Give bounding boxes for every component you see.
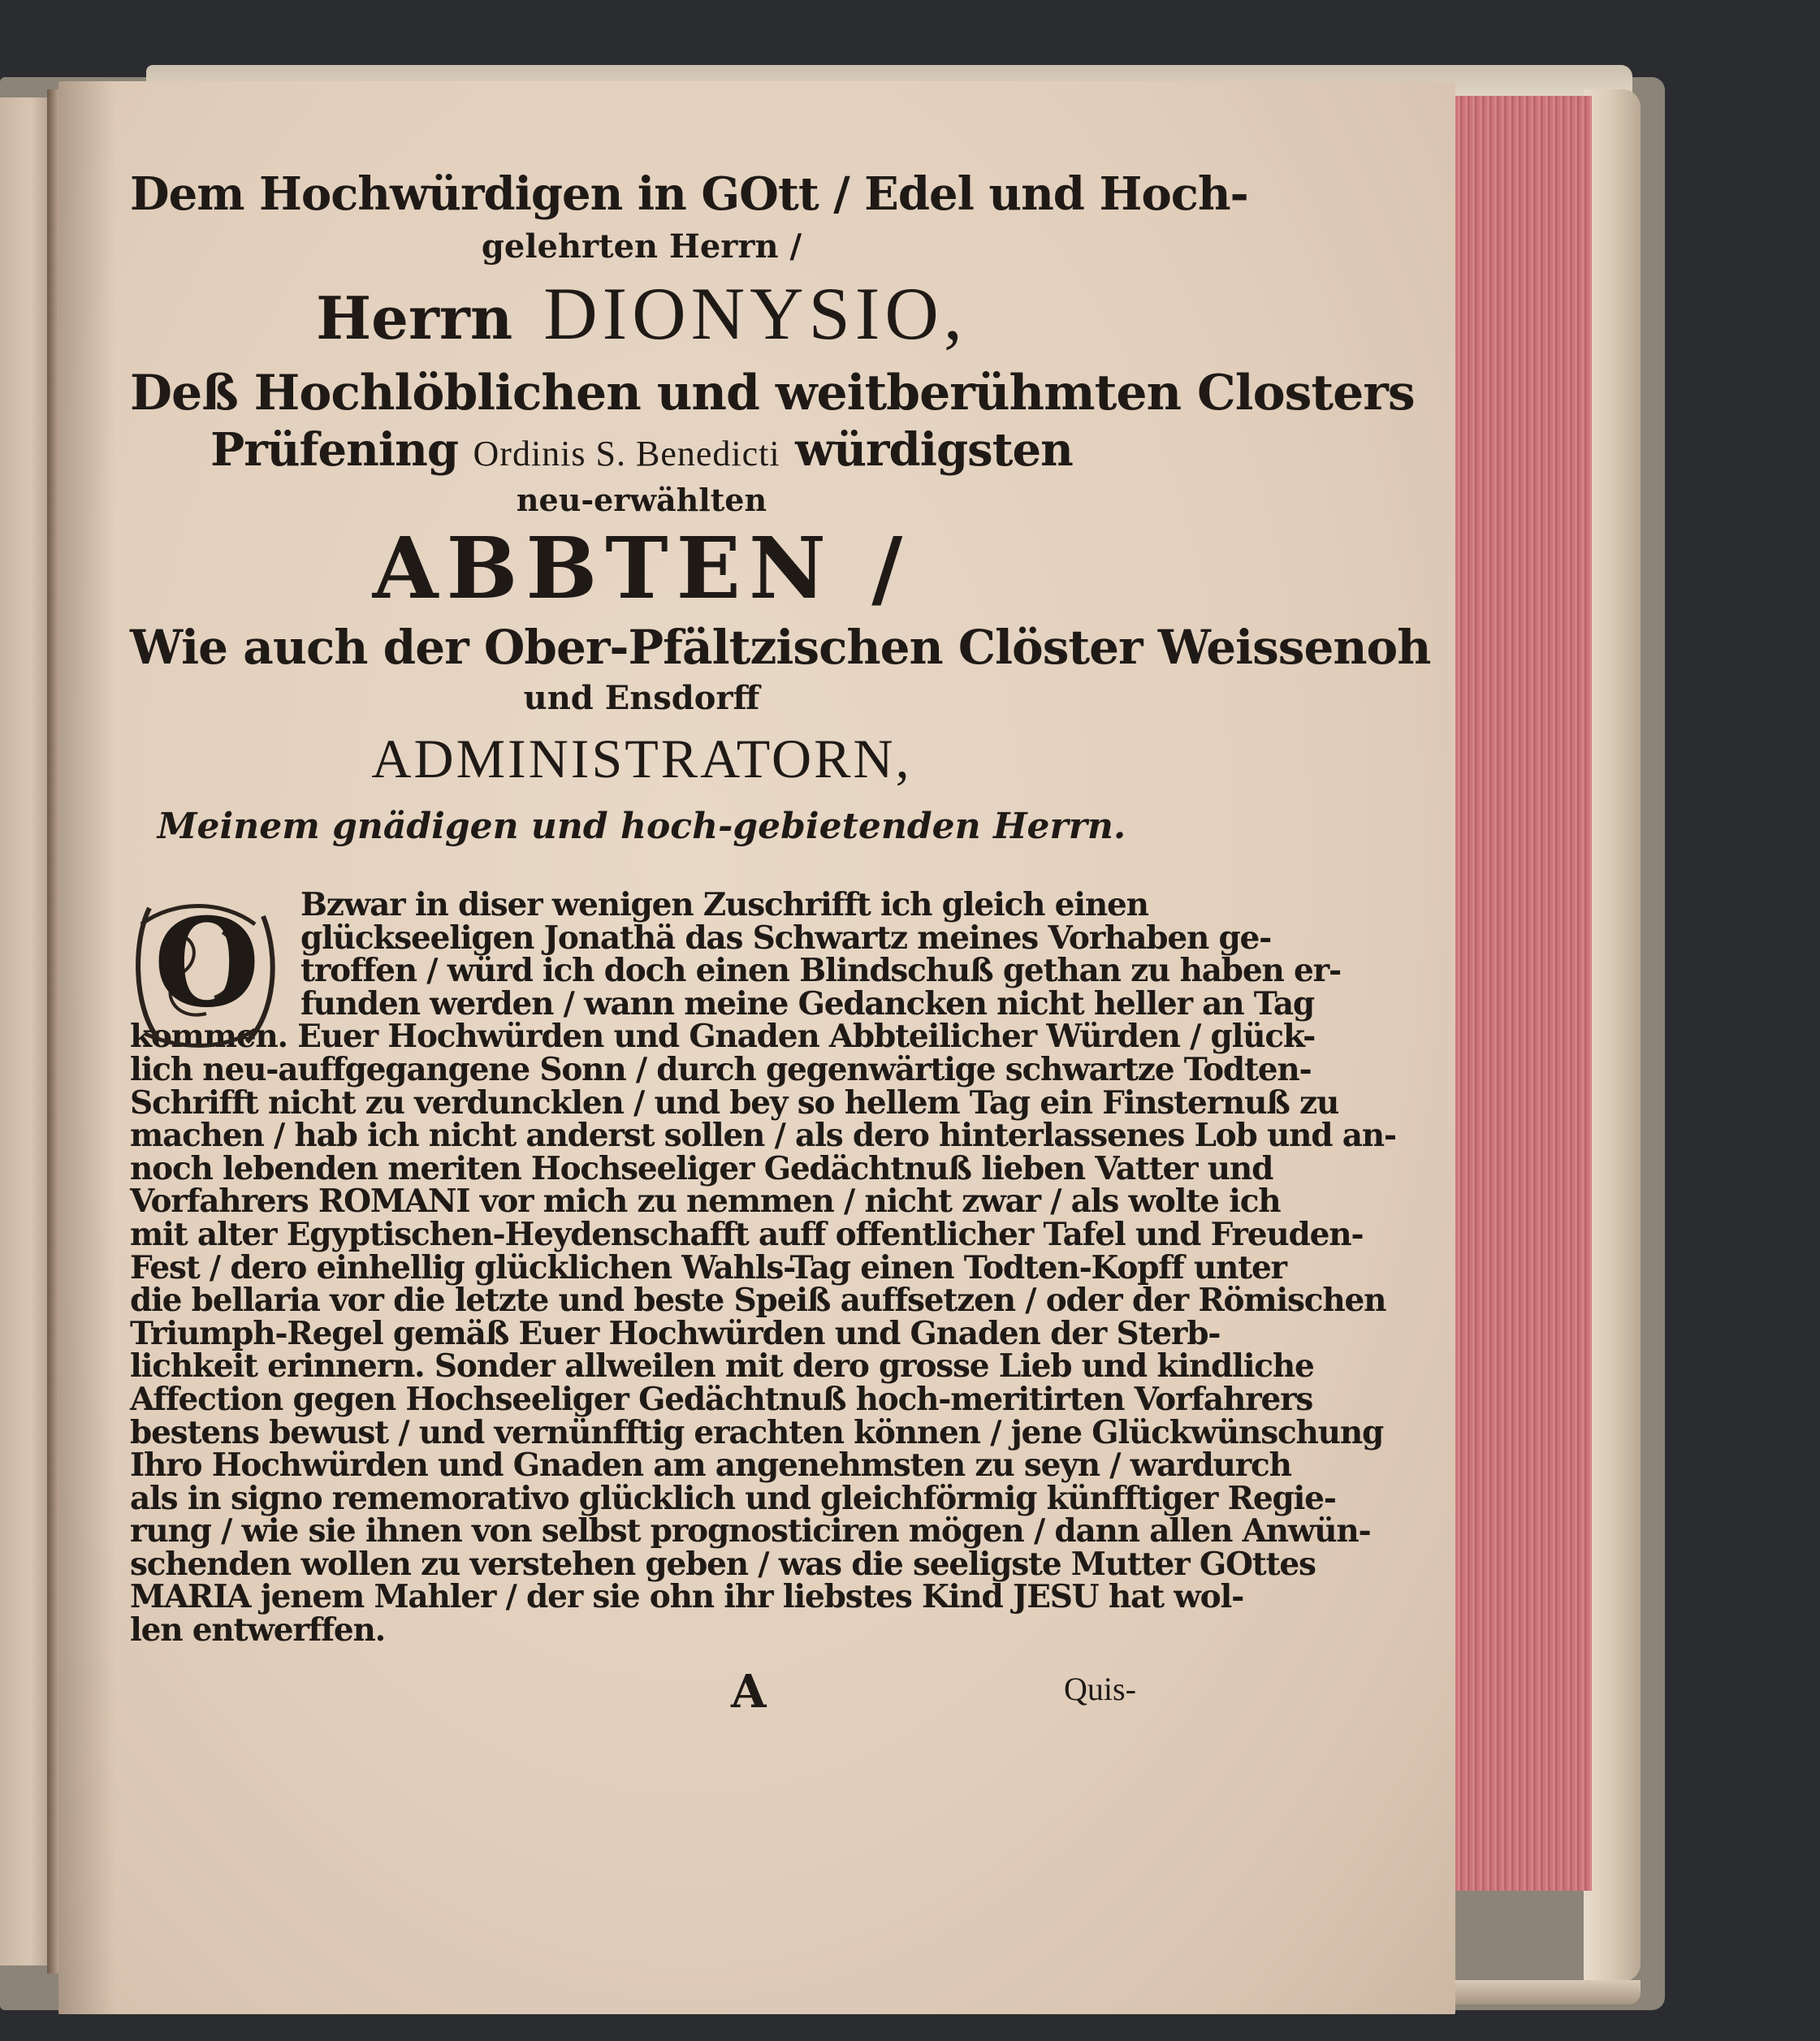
pruefening: Prüfening (210, 423, 459, 477)
red-page-edges (1447, 96, 1592, 1891)
body-line: Triumph-Regel gemäß Euer Hochwürden und Gnaden der Sterb- (130, 1314, 1221, 1352)
dedication-closing: Meinem gnädigen und hoch-gebietenden Herrn. (157, 806, 1126, 847)
catchword: Quis- (1064, 1670, 1136, 1707)
wuerdigsten: würdigsten (795, 423, 1073, 477)
body-line: Fest / dero einhellig glücklichen Wahls-Tag einen Todten-Kopff unter (130, 1248, 1286, 1286)
body-line: Bzwar in diser wenigen Zuschrifft ich gleich einen (300, 886, 1148, 923)
herrn-word: Herrn (316, 283, 513, 352)
administratorn-heading: ADMINISTRATORN, (371, 728, 912, 789)
body-line: rung / wie sie ihnen von selbst prognosticiren mögen / dann allen Anwün- (130, 1512, 1371, 1550)
dedication-line-6: neu-erwählten (516, 482, 767, 518)
page-footer (130, 1664, 1153, 1719)
dropcap-letter: O (153, 892, 259, 1035)
dedication-line-2: gelehrten Herrn / (481, 227, 802, 266)
body-line: Schrifft nicht zu verduncklen / und bey so hellem Tag ein Finsternuß zu (130, 1083, 1339, 1122)
body-line: Ihro Hochwürden und Gnaden am angenehmsten zu seyn / wardurch (130, 1446, 1291, 1485)
body-line: funden werden / wann meine Gedancken nicht heller an Tag (300, 984, 1315, 1023)
body-line: mit alter Egyptischen-Heydenschafft auff offentlicher Tafel und Freuden- (130, 1215, 1364, 1253)
dedication-line-5 (130, 423, 1153, 481)
signature-mark: A (731, 1664, 767, 1719)
body-line: len entwerffen. (130, 1611, 385, 1650)
cover-fore-edge (1584, 89, 1641, 1982)
abbten-heading: ABBTEN / (372, 518, 911, 618)
body-line: die bellaria vor die letzte und beste Speiß auffsetzen / oder der Römischen (130, 1282, 1386, 1320)
body-line: glückseeligen Jonathä das Schwartz meines Vorhaben ge- (300, 919, 1272, 957)
body-line: troffen / würd ich doch einen Blindschuß gethan zu haben er- (300, 952, 1341, 990)
body-line: Affection gegen Hochseeliger Gedächtnuß hoch-meritirten Vorfahrers (130, 1380, 1313, 1418)
dedication-line-4: Deß Hochlöblichen und weitberühmten Closters (130, 365, 1415, 422)
body-line: noch lebenden meriten Hochseeliger Gedächtnuß lieben Vatter und (130, 1149, 1273, 1187)
body-line: bestens bewust / und vernünfftig erachten können / jene Glückwünschung (130, 1413, 1384, 1451)
body-line: kommen. Euer Hochwürden und Gnaden Abbteilicher Würden / glück- (130, 1018, 1316, 1056)
dedication-line-8: Wie auch der Ober-Pfältzischen Clöster Weissenoh (130, 620, 1431, 675)
page-content (130, 162, 1431, 1719)
body-line: schenden wollen zu verstehen geben / was die seeligste Mutter GOttes (130, 1545, 1316, 1583)
dedication-line-1: Dem Hochwürdigen in GOtt / Edel und Hoch- (130, 167, 1248, 221)
dedication-line-9: und Ensdorff (523, 679, 760, 717)
ordinis-benedicti: Ordinis S. Benedicti (473, 434, 780, 473)
body-line: lich neu-auffgegangene Sonn / durch gegenwärtige schwartze Todten- (130, 1050, 1312, 1088)
body-line: Vorfahrers ROMANI vor mich zu nemmen / nicht zwar / als wolte ich (130, 1183, 1281, 1221)
body-line: als in signo rememorativo glücklich und gleichförmig künfftiger Regie- (130, 1479, 1336, 1517)
body-line: lichkeit erinnern. Sonder allweilen mit dero grosse Lieb und kindliche (130, 1347, 1314, 1386)
dionysio-name: DIONYSIO, (543, 272, 967, 355)
ornamental-initial (125, 892, 287, 1054)
dedication-name (130, 268, 1153, 363)
body-line: MARIA jenem Mahler / der sie ohn ihr liebstes Kind JESU hat wol- (130, 1578, 1244, 1616)
body-line: machen / hab ich nicht anderst sollen / als dero hinterlassenes Lob und an- (130, 1117, 1396, 1155)
facing-page-edge (0, 97, 50, 1965)
body-text (130, 886, 1396, 1650)
